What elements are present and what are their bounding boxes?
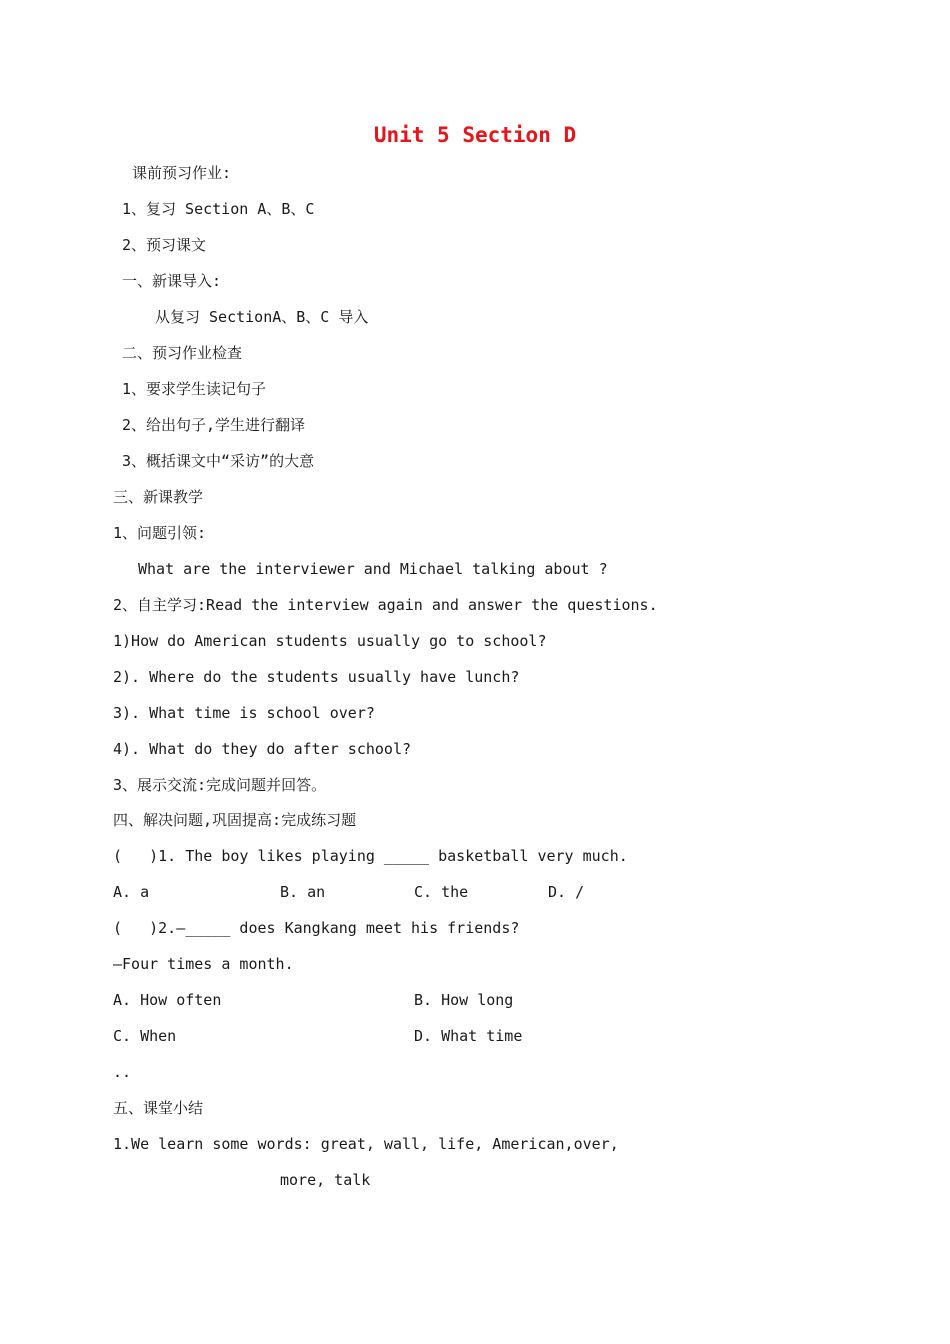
- preview-item-2: 2、预习课文: [122, 236, 207, 254]
- exercise-1-stem: ( )1. The boy likes playing _____ basketball very much.: [113, 847, 628, 865]
- question-4: 4). What do they do after school?: [113, 740, 412, 758]
- check-item-1: 1、要求学生读记句子: [122, 380, 267, 398]
- summary-heading: 五、课堂小结: [113, 1099, 204, 1117]
- preview-heading: 课前预习作业:: [132, 164, 232, 182]
- exercise-2-stem: ( )2.—_____ does Kangkang meet his friends?: [113, 919, 520, 937]
- exercise-2-option-c: C. When: [113, 1027, 177, 1045]
- exercise-1-option-b: B. an: [280, 883, 326, 901]
- exercise-1-option-d: D. /: [548, 883, 585, 901]
- preview-item-1: 1、复习 Section A、B、C: [122, 200, 315, 218]
- summary-item-1: 1.We learn some words: great, wall, life, American,over,: [113, 1135, 619, 1153]
- document-title: Unit 5 Section D: [373, 123, 577, 147]
- exercise-2-answer: —Four times a month.: [113, 955, 294, 973]
- teach-item-3: 3、展示交流:完成问题并回答。: [113, 776, 327, 794]
- exercise-2-option-d: D. What time: [414, 1027, 523, 1045]
- solve-heading: 四、解决问题,巩固提高:完成练习题: [113, 811, 357, 829]
- exercise-1-option-c: C. the: [414, 883, 469, 901]
- teach-item-2: 2、自主学习:Read the interview again and answer the questions.: [113, 596, 658, 614]
- ellipsis-dots: ..: [113, 1063, 132, 1081]
- exercise-2-option-a: A. How often: [113, 991, 222, 1009]
- question-3: 3). What time is school over?: [113, 704, 375, 722]
- question-2: 2). Where do the students usually have lunch?: [113, 668, 520, 686]
- teach-question: What are the interviewer and Michael talking about ?: [138, 560, 608, 578]
- exercise-2-option-b: B. How long: [414, 991, 514, 1009]
- intro-text: 从复习 SectionA、B、C 导入: [155, 308, 369, 326]
- check-item-3: 3、概括课文中“采访”的大意: [122, 452, 315, 470]
- exercise-1-option-a: A. a: [113, 883, 150, 901]
- question-1: 1)How do American students usually go to school?: [113, 632, 547, 650]
- check-heading: 二、预习作业检查: [122, 344, 243, 362]
- teach-item-1: 1、问题引领:: [113, 524, 207, 542]
- teach-heading: 三、新课教学: [113, 488, 204, 506]
- intro-heading: 一、新课导入:: [122, 272, 222, 290]
- check-item-2: 2、给出句子,学生进行翻译: [122, 416, 306, 434]
- summary-item-1-continued: more, talk: [280, 1171, 371, 1189]
